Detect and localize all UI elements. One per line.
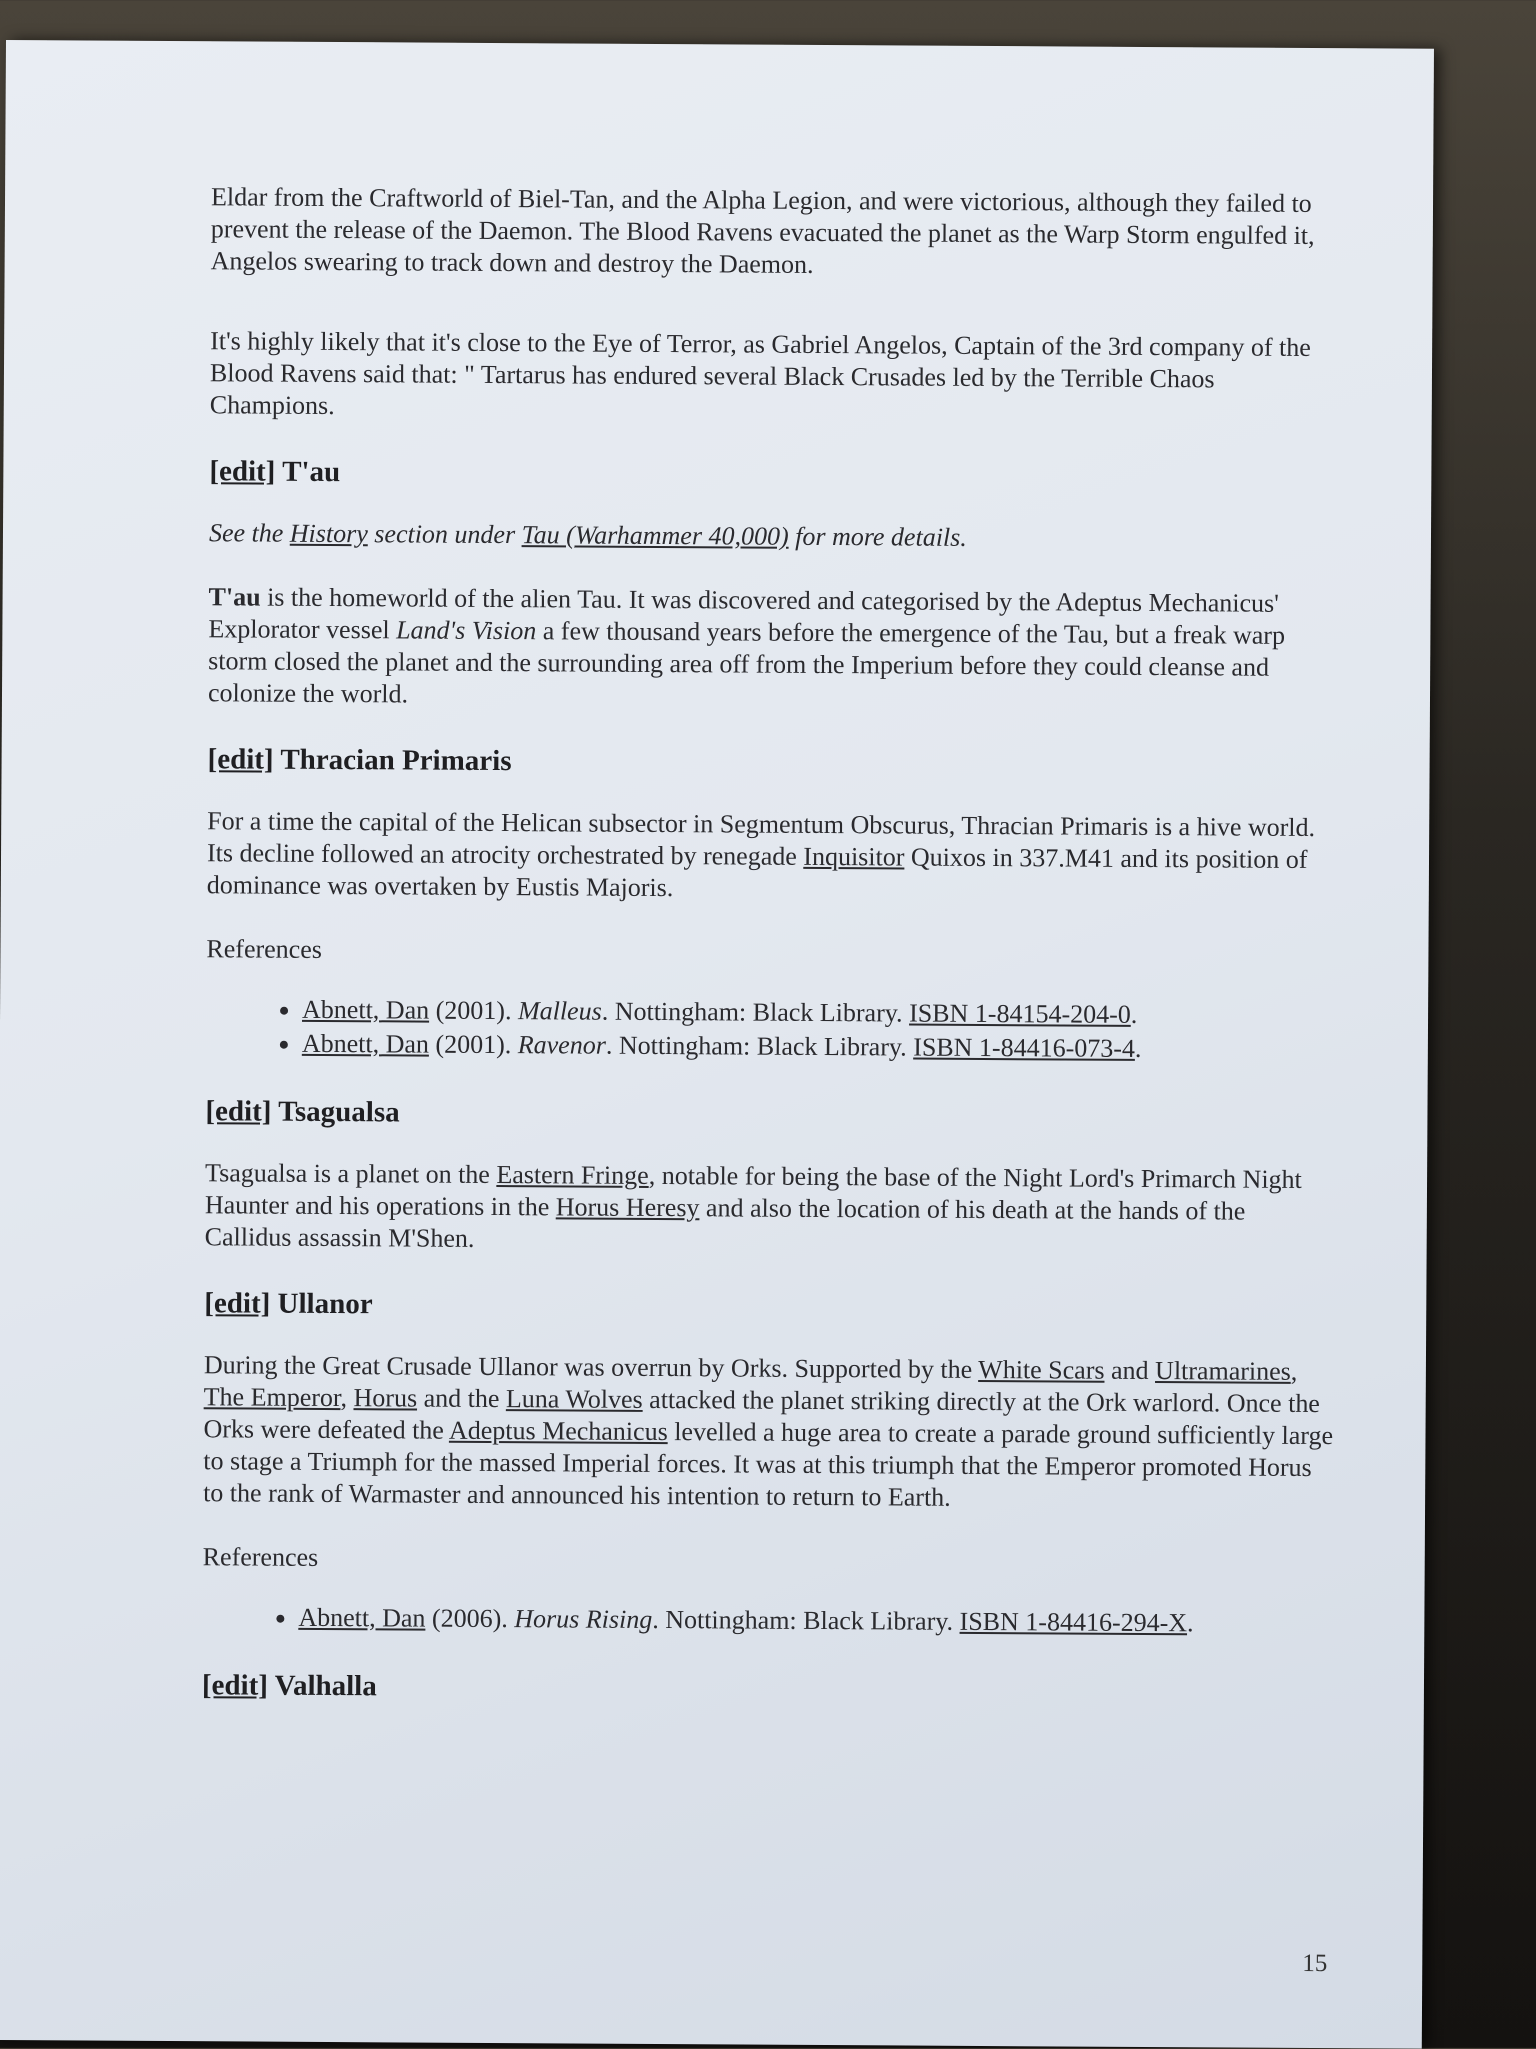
ref-publisher: . Nottingham: Black Library.	[601, 996, 910, 1028]
section-heading-ullanor	[204, 1285, 1334, 1328]
ref-year: (2001).	[428, 1029, 518, 1060]
edit-link[interactable]: [edit]	[209, 455, 276, 488]
isbn-link[interactable]: ISBN 1-84416-294-X	[959, 1606, 1188, 1638]
ref-end: .	[1130, 999, 1138, 1029]
edit-link[interactable]: [edit]	[201, 1669, 269, 1702]
edit-link[interactable]: [edit]	[205, 1095, 272, 1128]
author-link[interactable]: Abnett, Dan	[301, 994, 430, 1025]
paragraph-text: attacked the planet striking directly at the Ork warlord. Once the Orks were defeated the	[203, 1384, 1321, 1445]
paragraph-text: For a time the capital of the Helican subsector in Segmentum Obscurus, Thracian Primaris is a hive world. Its decline followed an atrocity orchestrated by renegade	[206, 806, 1316, 871]
paragraph-text: ,	[1290, 1356, 1298, 1386]
paragraph-text: , notable for being the base of the Night Lord's Primarch Night Haunter and his operations in the	[204, 1160, 1302, 1222]
section-title: Tsagualsa	[278, 1095, 400, 1129]
paper-page	[0, 40, 1434, 2049]
vessel-name: Land's Vision	[396, 615, 537, 646]
ultramarines-link[interactable]: Ultramarines	[1155, 1356, 1291, 1386]
horus-link[interactable]: Horus	[353, 1383, 418, 1413]
horus-heresy-link[interactable]: Horus Heresy	[555, 1192, 700, 1223]
section-title: T'au	[282, 455, 341, 489]
references-title: References	[206, 934, 323, 964]
inquisitor-link[interactable]: Inquisitor	[803, 841, 905, 872]
see-also-note	[209, 517, 1339, 556]
ref-year: (2006).	[425, 1603, 515, 1634]
paragraph-text: Quixos in 337.M41 and its position of dominance was overtaken by Eustis Majoris.	[206, 842, 1308, 903]
paragraph-text: and	[1104, 1355, 1156, 1386]
paragraph-text: levelled a huge area to create a parade ground sufficiently large to stage a Triumph for the massed Imperial forces. It was at this triumph that the Emperor promoted Horus to the rank of Warmaster and announced his intention to return to Earth.	[203, 1417, 1334, 1512]
adeptus-mechanicus-link[interactable]: Adeptus Mechanicus	[448, 1415, 668, 1447]
ref-title: Ravenor	[517, 1030, 606, 1060]
see-also-text: section under	[367, 519, 522, 550]
section-heading-thracian	[208, 741, 1338, 784]
document-body	[202, 181, 1341, 1738]
section-heading-valhalla	[202, 1667, 1332, 1710]
section-title: Ullanor	[277, 1287, 373, 1321]
paragraph-text: a few thousand years before the emergence of the Tau, but a freak warp storm closed the planet and the surrounding area off from the Imperium before they could cleanse and colonize the world.	[207, 616, 1286, 709]
thracian-paragraph	[207, 805, 1338, 908]
ref-publisher: . Nottingham: Black Library.	[652, 1604, 960, 1636]
paragraph-text: is the homeworld of the alien Tau. It was discovered and categorised by the Adeptus Mechanicus' Explorator vessel	[208, 582, 1279, 645]
edit-link[interactable]: [edit]	[204, 1287, 271, 1320]
edit-link[interactable]: [edit]	[207, 743, 274, 776]
section-heading-tau	[209, 453, 1339, 496]
section-title: Thracian Primaris	[280, 743, 512, 778]
author-link[interactable]: Abnett, Dan	[298, 1602, 426, 1633]
ref-end: .	[1134, 1033, 1142, 1063]
references-title: References	[202, 1542, 319, 1572]
history-link[interactable]: History	[289, 518, 368, 549]
references-list	[202, 1601, 1332, 1640]
intro-paragraph-1: Eldar from the Craftworld of Biel-Tan, and the Alpha Legion, and were victorious, although they failed to prevent the release of the Daemon. The Blood Ravens evacuated the planet as the Warp Storm engulfed it, Angelos swearing to track down and destroy the Daemon.	[210, 182, 1315, 279]
reference-item	[302, 1028, 1336, 1066]
intro-paragraph-2: It's highly likely that it's close to the Eye of Terror, as Gabriel Angelos, Captain of the 3rd company of the Blood Ravens said that: " Tartarus has endured several Black Crusades led by the Terrible Chaos Champions.	[209, 326, 1311, 421]
eastern-fringe-link[interactable]: Eastern Fringe	[496, 1160, 649, 1190]
paragraph-text: During the Great Crusade Ullanor was overrun by Orks. Supported by the	[203, 1350, 979, 1384]
isbn-link[interactable]: ISBN 1-84416-073-4	[913, 1032, 1136, 1063]
see-also-text: for more details.	[788, 521, 967, 552]
ref-title: Malleus	[517, 996, 602, 1026]
ref-publisher: . Nottingham: Black Library.	[605, 1030, 914, 1062]
section-heading-tsagualsa	[205, 1093, 1335, 1136]
paragraph-text: and the	[417, 1383, 507, 1414]
white-scars-link[interactable]: White Scars	[978, 1354, 1105, 1385]
section-title: Valhalla	[274, 1669, 377, 1703]
ullanor-paragraph	[203, 1349, 1334, 1516]
author-link[interactable]: Abnett, Dan	[301, 1028, 430, 1059]
tsagualsa-paragraph	[205, 1157, 1336, 1260]
reference-item	[302, 994, 1336, 1032]
isbn-link[interactable]: ISBN 1-84154-204-0	[909, 998, 1131, 1029]
paragraph-text: and also the location of his death at the hands of the Callidus assassin M'Shen.	[204, 1193, 1246, 1253]
paragraph-text: Tsagualsa is a planet on the	[204, 1158, 497, 1190]
page-number: 15	[1302, 1949, 1328, 1978]
bold-term: T'au	[208, 582, 261, 612]
reference-item	[298, 1602, 1332, 1640]
luna-wolves-link[interactable]: Luna Wolves	[505, 1384, 643, 1414]
see-also-text: See the	[208, 518, 290, 548]
tau-warhammer-link[interactable]: Tau (Warhammer 40,000)	[521, 520, 789, 551]
ref-year: (2001).	[429, 995, 519, 1026]
tau-paragraph	[208, 581, 1339, 716]
ref-title: Horus Rising	[514, 1604, 653, 1634]
the-emperor-link[interactable]: The Emperor	[203, 1382, 341, 1413]
references-list	[206, 993, 1336, 1066]
ref-end: .	[1187, 1608, 1194, 1638]
paragraph-text: ,	[340, 1383, 354, 1413]
